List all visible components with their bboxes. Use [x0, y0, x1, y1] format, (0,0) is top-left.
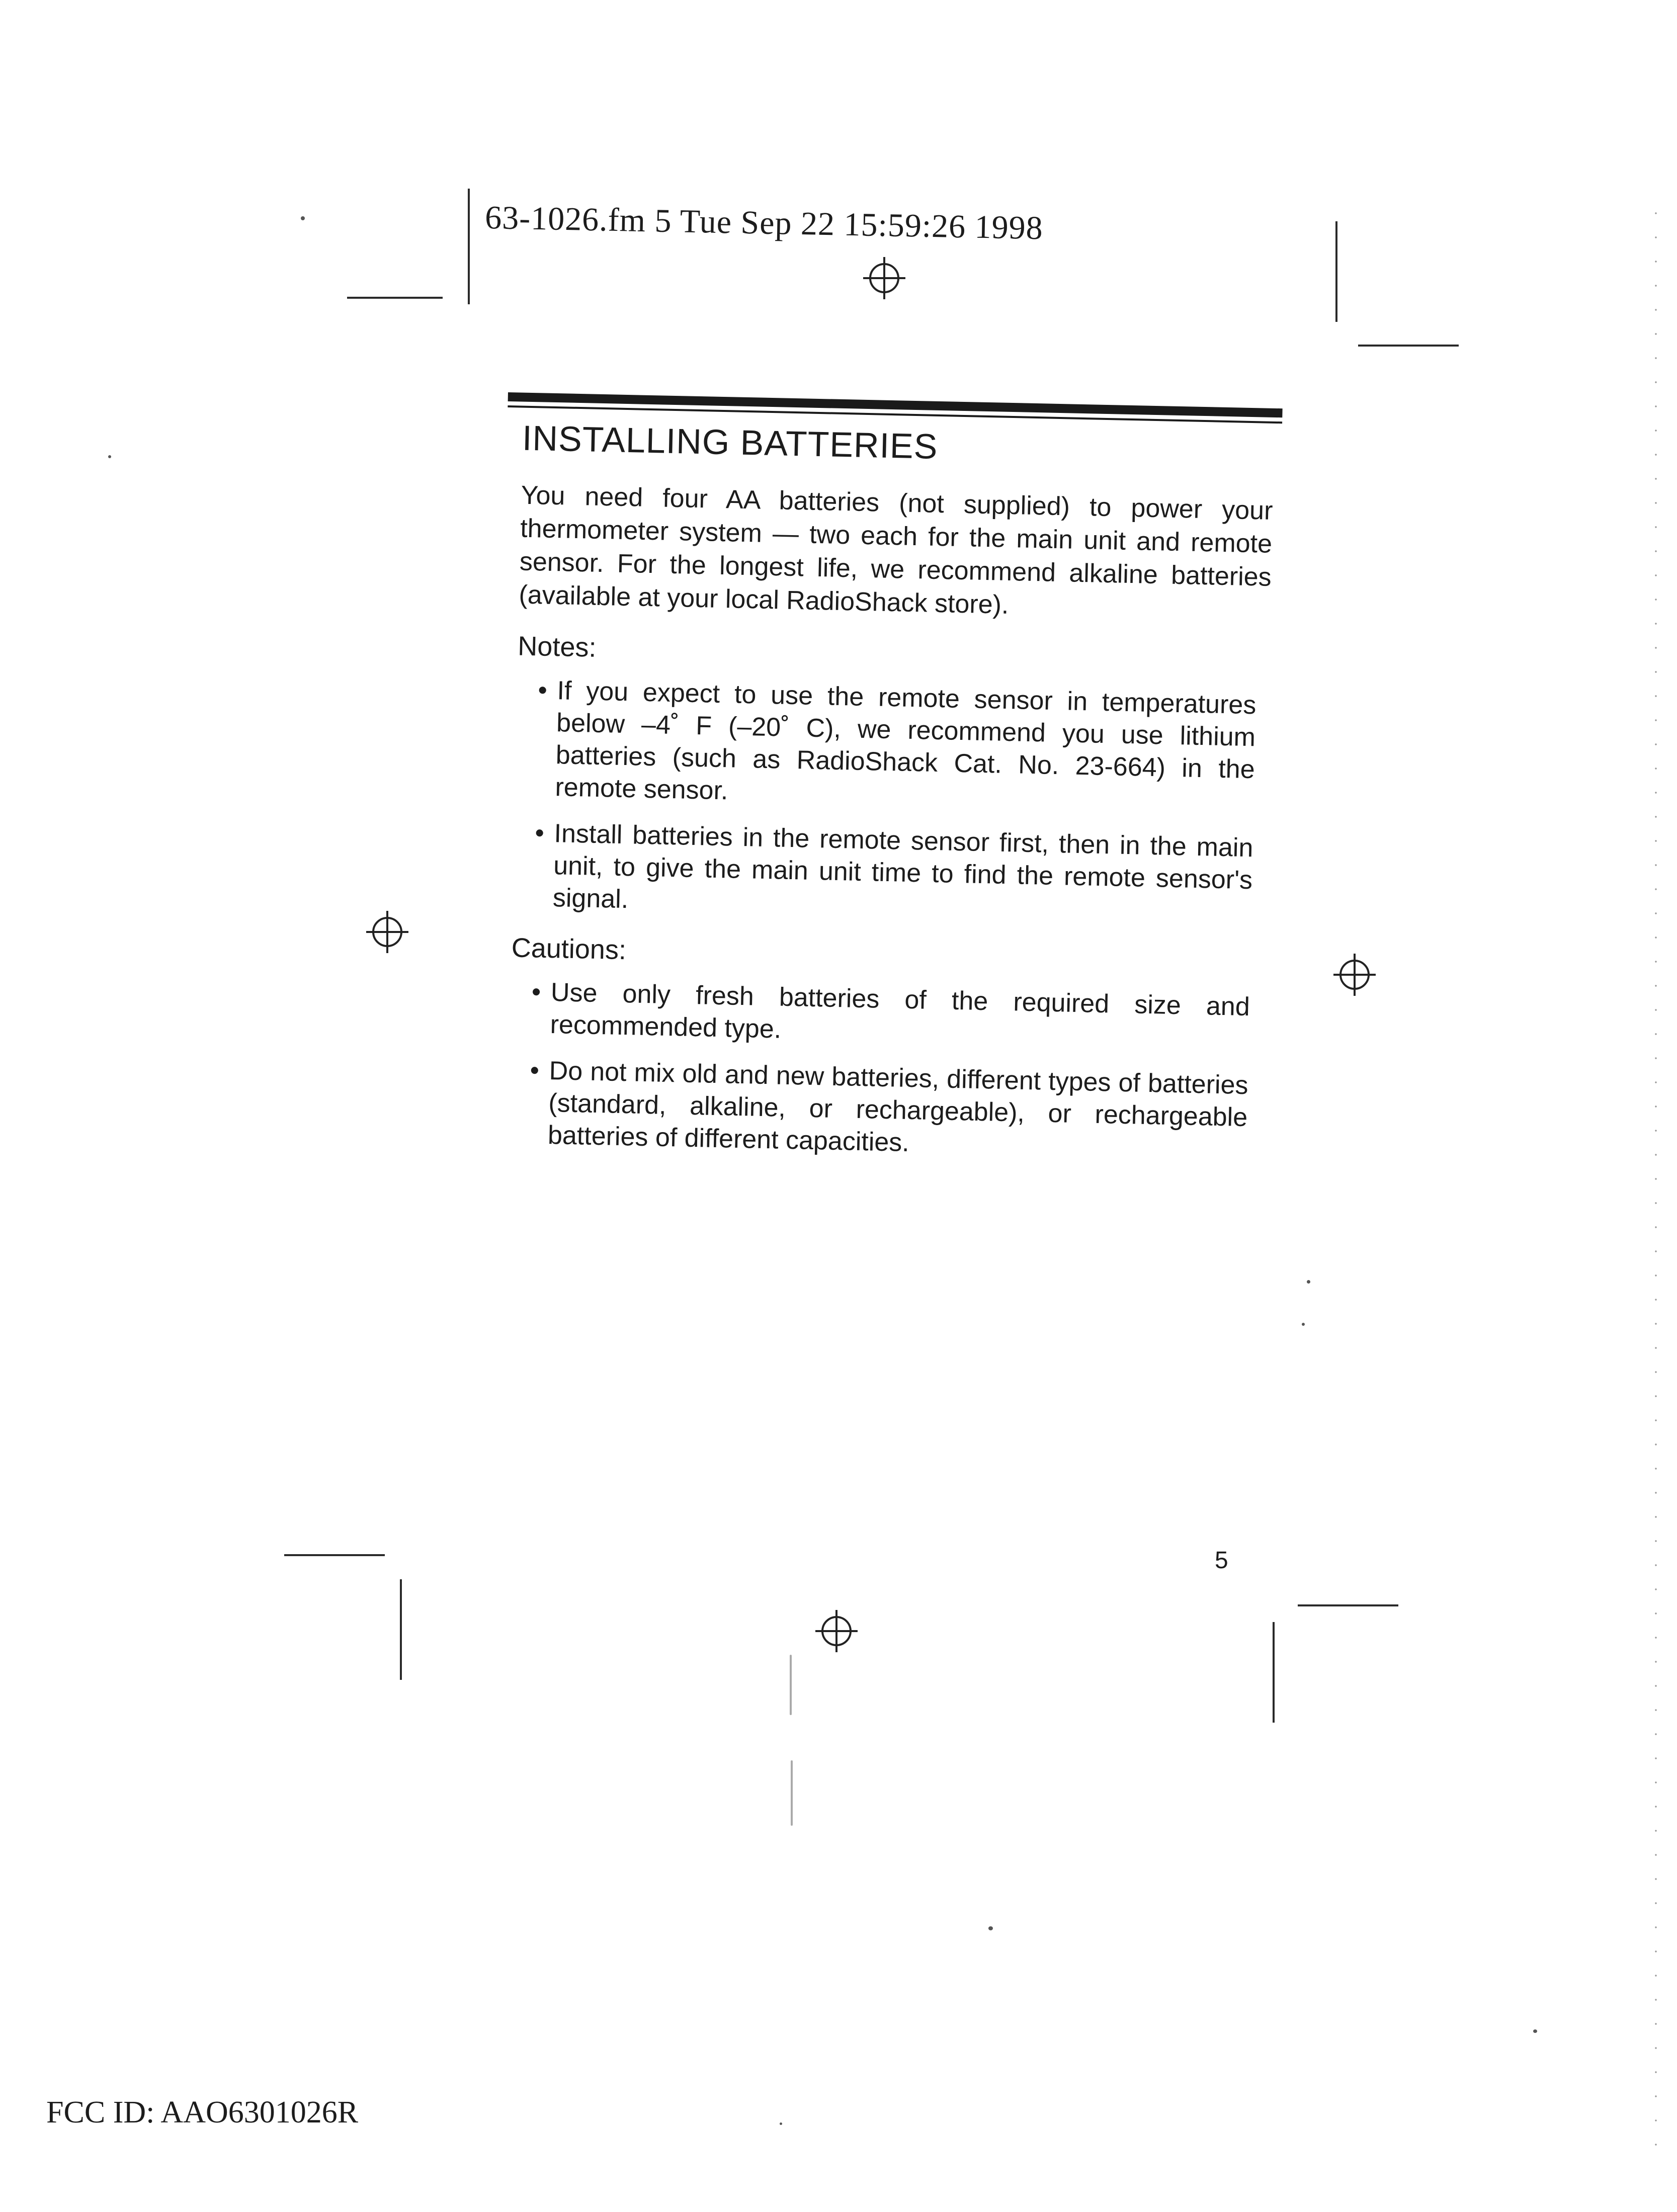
scan-speck — [1307, 1280, 1310, 1284]
crop-mark — [468, 189, 470, 304]
note-text: Install batteries in the remote sensor first, then in the main unit, to give the main unit time to find the remote sensor's signal. — [552, 819, 1253, 914]
registration-mark-icon — [812, 1607, 861, 1655]
crop-mark — [284, 1554, 385, 1556]
caution-text: Use only fresh batteries of the required size and recommended type. — [550, 978, 1250, 1044]
scan-speck — [790, 1655, 792, 1715]
list-item — [497, 816, 1253, 928]
crop-mark — [347, 297, 443, 299]
file-header: 63-1026.fm 5 Tue Sep 22 15:59:26 1998 — [484, 199, 1044, 247]
crop-mark — [1358, 345, 1459, 347]
registration-mark-icon — [1330, 951, 1379, 999]
crop-mark — [1298, 1604, 1398, 1606]
notes-list — [497, 673, 1277, 929]
crop-mark — [400, 1579, 402, 1680]
intro-paragraph: You need four AA batteries (not supplied) to power your thermometer system — two each for the main unit and remote sensor. For the longest life, we recommend alkaline batteries (available at your local RadioShack store). — [518, 480, 1274, 620]
fcc-id: FCC ID: AAO6301026R — [46, 2095, 359, 2130]
note-text: If you expect to use the remote sensor in temperatures below –4˚ F (–20˚ C), we recommend you use lithium batteries (such as RadioShack Cat. No. 23-664) in the remote sensor. — [554, 676, 1256, 806]
scan-speck — [791, 1760, 793, 1826]
crop-mark — [1335, 221, 1337, 322]
list-item — [492, 1054, 1248, 1166]
bullet-icon: • — [530, 1056, 540, 1085]
scan-edge-artifact — [1655, 201, 1657, 2163]
registration-mark-icon — [860, 254, 908, 302]
crop-mark — [1273, 1622, 1275, 1723]
notes-heading: Notes: — [517, 631, 597, 663]
bullet-icon: • — [531, 977, 541, 1007]
bullet-icon: • — [535, 818, 545, 848]
section-title: INSTALLING BATTERIES — [522, 418, 939, 466]
page-content — [492, 392, 1283, 1180]
scan-speck — [1533, 2029, 1537, 2033]
registration-mark-icon — [363, 908, 411, 956]
scan-speck — [1302, 1323, 1305, 1326]
bullet-icon: • — [537, 675, 548, 705]
list-item — [494, 975, 1250, 1055]
scan-speck — [301, 216, 305, 220]
list-item — [499, 673, 1256, 818]
scan-speck — [988, 1926, 993, 1930]
page-number: 5 — [1215, 1547, 1228, 1574]
cautions-list — [492, 975, 1270, 1166]
cautions-heading: Cautions: — [511, 932, 627, 966]
caution-text: Do not mix old and new batteries, different types of batteries (standard, alkaline, or rechargeable), or rechargeable batteries of different capacities. — [547, 1056, 1249, 1158]
scan-speck — [108, 455, 111, 458]
scan-speck — [780, 2122, 782, 2125]
